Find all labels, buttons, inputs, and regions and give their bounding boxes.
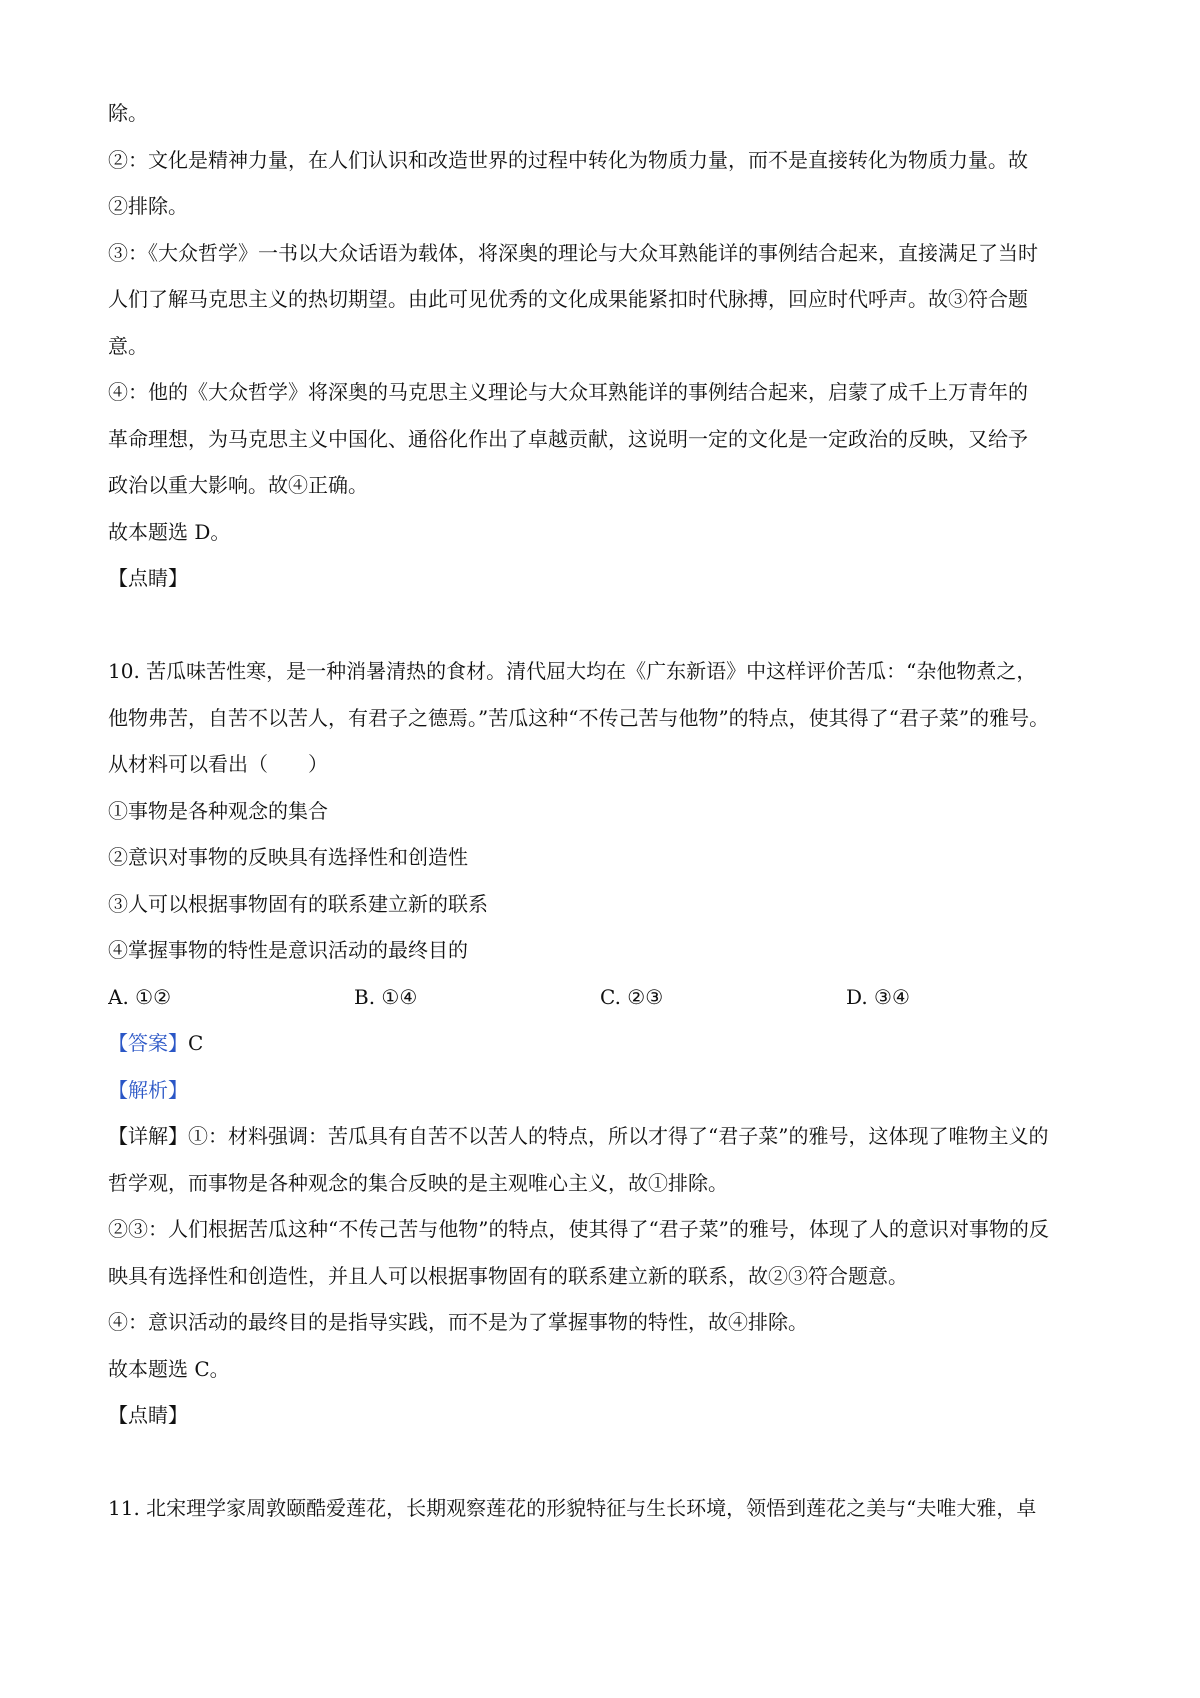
text-line: 故本题选 C。	[108, 1356, 230, 1381]
option-c: C. ②③	[600, 984, 664, 1009]
text-line: 除。	[108, 101, 148, 125]
blank-line	[108, 1439, 1102, 1486]
answer-value: C	[188, 1031, 204, 1055]
text-line: ②：文化是精神力量，在人们认识和改造世界的过程中转化为物质力量，而不是直接转化为物质力量。故	[108, 147, 1028, 172]
text-line: 【详解】①：材料强调：苦瓜具有自苦不以苦人的特点，所以才得了“君子菜”的雅号，这体现了唯物主义的	[108, 1124, 1049, 1148]
answer-options	[108, 974, 1102, 1021]
text-line: 10. 苦瓜味苦性寒，是一种消暑清热的食材。清代屈大均在《广东新语》中这样评价苦瓜：“杂他物煮之，	[108, 659, 1037, 683]
option-b: B. ①④	[354, 984, 418, 1009]
text-line: 革命理想，为马克思主义中国化、通俗化作出了卓越贡献，这说明一定的文化是一定政治的反映，又给予	[108, 426, 1028, 451]
text-line: 映具有选择性和创造性，并且人可以根据事物固有的联系建立新的联系，故②③符合题意。	[108, 1263, 908, 1288]
text-line: 故本题选 D。	[108, 519, 231, 544]
text-line: 【点睛】	[108, 566, 188, 590]
option-d: D. ③④	[846, 984, 910, 1009]
text-line: 他物弗苦，自苦不以苦人，有君子之德焉。”苦瓜这种“不传己苦与他物”的特点，使其得了“君子菜”的雅号。	[108, 705, 1050, 730]
text-line: ②排除。	[108, 194, 188, 218]
analysis-tag: 【解析】	[108, 1077, 188, 1102]
text-line: ④：意识活动的最终目的是指导实践，而不是为了掌握事物的特性，故④排除。	[108, 1310, 808, 1334]
analysis-heading	[108, 1067, 1102, 1114]
answer-tag: 【答案】	[108, 1031, 188, 1055]
blank-line	[108, 602, 1102, 649]
text-line: 哲学观，而事物是各种观念的集合反映的是主观唯心主义，故①排除。	[108, 1170, 728, 1195]
text-line: ②③：人们根据苦瓜这种“不传己苦与他物”的特点，使其得了“君子菜”的雅号，体现了人的意识对事物的反	[108, 1217, 1049, 1241]
text-line: ①事物是各种观念的集合	[108, 798, 328, 823]
text-line: ②意识对事物的反映具有选择性和创造性	[108, 845, 468, 869]
text-line: ④掌握事物的特性是意识活动的最终目的	[108, 938, 468, 962]
text-line: ③人可以根据事物固有的联系建立新的联系	[108, 891, 488, 916]
option-a: A. ①②	[108, 984, 172, 1009]
text-line: 从材料可以看出（ ）	[108, 752, 328, 776]
text-line: 意。	[108, 333, 148, 358]
text-line: ④：他的《大众哲学》将深奥的马克思主义理论与大众耳熟能详的事例结合起来，启蒙了成千上万青年的	[108, 380, 1028, 404]
text-line: 人们了解马克思主义的热切期望。由此可见优秀的文化成果能紧扣时代脉搏，回应时代呼声。故③符合题	[108, 287, 1028, 311]
text-line: 【点睛】	[108, 1403, 188, 1427]
text-line: 政治以重大影响。故④正确。	[108, 473, 368, 497]
text-line: 11. 北宋理学家周敦颐酷爱莲花，长期观察莲花的形貌特征与生长环境，领悟到莲花之美与“夫唯大雅，卓	[108, 1496, 1037, 1520]
document-page	[108, 90, 1102, 1532]
text-line: ③：《大众哲学》一书以大众话语为载体，将深奥的理论与大众耳熟能详的事例结合起来，直接满足了当时	[108, 240, 1038, 265]
answer-line	[108, 1020, 1102, 1067]
